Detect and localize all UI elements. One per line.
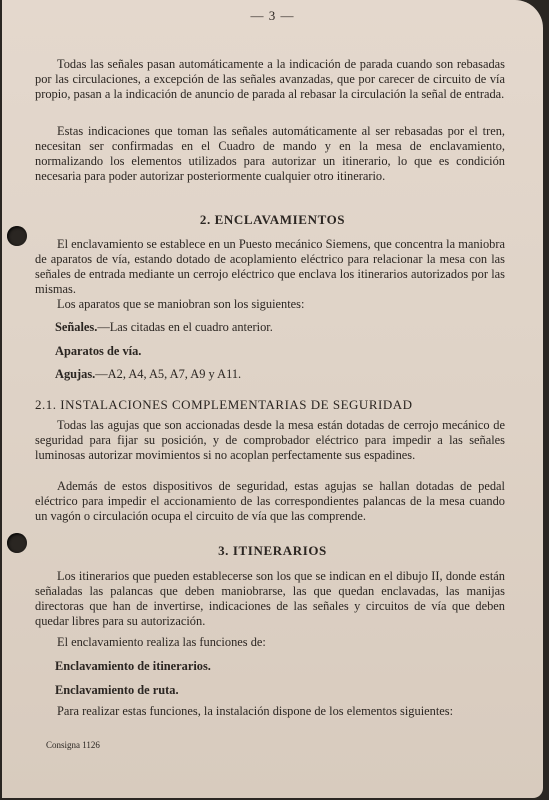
functions-intro: El enclavamiento realiza las funciones de: bbox=[57, 635, 266, 649]
function-itinerarios: Enclavamiento de itinerarios. bbox=[55, 659, 211, 673]
function-ruta: Enclavamiento de ruta. bbox=[55, 683, 179, 697]
senales-text: —Las citadas en el cuadro anterior. bbox=[97, 320, 273, 334]
agujas-text: —A2, A4, A5, A7, A9 y A11. bbox=[95, 367, 242, 381]
senales-line bbox=[55, 320, 273, 335]
footer-consigna: Consigna 1126 bbox=[46, 740, 100, 750]
section-2-1-paragraph-1: Todas las agujas que son accionadas desde la mesa están dotadas de cerrojo mecánico de seguridad para fijar su posición, y de comprobador eléctrico para impedir a las señales luminosas autorizar movimientos si no acoplan perfectamente sus espadines. bbox=[35, 418, 505, 462]
section-2-heading: 2. ENCLAVAMIENTOS bbox=[199, 212, 346, 227]
binder-hole-top bbox=[7, 226, 27, 246]
section-2-1-heading: 2.1. INSTALACIONES COMPLEMENTARIAS DE SEGURIDAD bbox=[35, 397, 413, 412]
section-2-intro-line: Los aparatos que se maniobran son los siguientes: bbox=[57, 297, 305, 311]
intro-paragraph-1: Todas las señales pasan automáticamente a la indicación de parada cuando son rebasadas por las circulaciones, a excepción de las señales avanzadas, que por carecer de circuito de vía propio, pasan a la indicación de anuncio de parada al rebasar la circulación la señal de entrada. bbox=[35, 57, 505, 101]
agujas-label: Agujas. bbox=[55, 367, 96, 381]
section-2-paragraph: El enclavamiento se establece en un Puesto mecánico Siemens, que concentra la maniobra de aparatos de vía, estando dotado de acoplamiento eléctrico para relacionar la mesa con las señales de entrada mediante un cerrojo eléctrico que enclava los itinerarios autorizados por las mismas. bbox=[35, 237, 505, 296]
section-2-1-paragraph-2: Además de estos dispositivos de seguridad, estas agujas se hallan dotadas de pedal eléctrico para impedir el accionamiento de las correspondientes palancas de la mesa cuando un vagón o circulación ocupa el circuito de vía que las comprende. bbox=[35, 479, 505, 523]
agujas-line bbox=[55, 367, 241, 382]
section-3-heading: 3. ITINERARIOS bbox=[218, 543, 327, 558]
page-number: — 3 — bbox=[250, 8, 295, 23]
senales-label: Señales. bbox=[55, 320, 98, 334]
document-page bbox=[2, 0, 543, 798]
section-3-paragraph: Los itinerarios que pueden establecerse son los que se indican en el dibujo II, donde están señaladas las palancas que deben maniobrarse, las que quedan enclavadas, las manijas directoras que han de invertirse, indicaciones de las señales y circuitos de vía que deben quedar libres para su autorización. bbox=[35, 569, 505, 628]
aparatos-label: Aparatos de vía. bbox=[55, 344, 142, 358]
intro-paragraph-2: Estas indicaciones que toman las señales automáticamente al ser rebasadas por el tren, necesitan ser confirmadas en el Cuadro de mando y en la mesa de enclavamiento, normalizando los elementos utilizados para autorizar un itinerario, lo que es condición necesaria para poder autorizar posteriormente cualquier otro itinerario. bbox=[35, 124, 505, 183]
closing-paragraph: Para realizar estas funciones, la instalación dispone de los elementos siguientes: bbox=[57, 704, 454, 718]
